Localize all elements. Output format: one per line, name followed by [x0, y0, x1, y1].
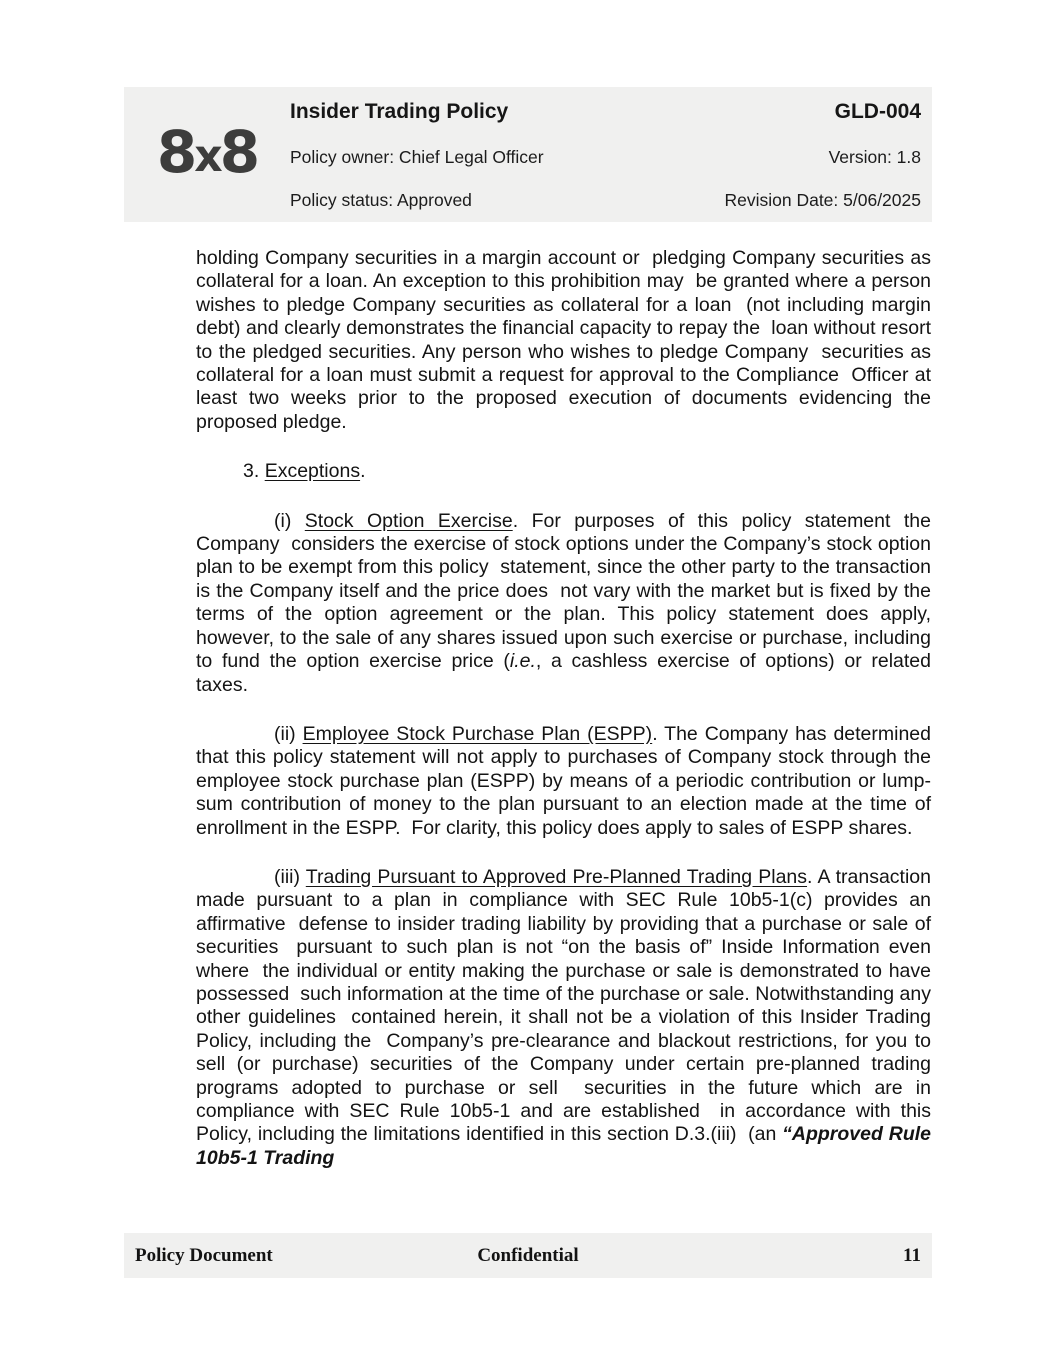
policy-owner: Policy owner: Chief Legal Officer — [290, 146, 544, 167]
text-segment: . The Company has determined that this policy statement will not apply to purchases of Company stock through the employee stock purchase plan (ESPP) by means of a periodic contribution or lump-sum contribution of money to the plan pursuant to an election made at the time of enrollment in the ESPP. For clarity, this policy does apply to sales of ESPP shares. — [196, 722, 937, 839]
logo-digit-right: 8 — [219, 118, 258, 186]
header-owner-row — [290, 147, 921, 167]
text-segment: . A transaction made pursuant to a plan in compliance with SEC Rule 10b5-1(c) provides an affirmative defense to insider trading liability by providing that a purchase or sale of securities pursuant to such plan is not “on the basis of” Inside Information even where the individual or entity making the purchase or sale is demonstrated to have possessed such information at the time of the purchase or sale. Notwithstanding any other guidelines contained herein, it shall not be a violation of this Insider Trading Policy, including the Company’s pre-clearance and blackout restrictions, for you to sell (or purchase) securities of the Company under certain pre-planned trading programs adopted to purchase or sell securities in the future which are in compliance with SEC Rule 10b5-1 and are established in accordance with this Policy, including the limitations identified in this section D.3.(iii) (an — [196, 865, 937, 1146]
text-segment-u: Trading Pursuant to Approved Pre-Planned Trading Plans — [305, 865, 808, 888]
text-segment-u: Exceptions — [264, 460, 361, 483]
logo-digit-left: 8 — [156, 118, 195, 186]
header-status-row — [290, 190, 921, 210]
company-logo-8x8 — [156, 118, 258, 186]
logo-x: x — [194, 131, 220, 182]
text-segment: 3. — [243, 460, 265, 483]
text-segment: (ii) — [274, 722, 303, 745]
paragraph-espp — [196, 722, 937, 840]
text-segment: . — [360, 460, 366, 483]
document-footer — [124, 1233, 932, 1278]
text-segment: . For purposes of this policy statement the Company considers the exercise of stock options under the Company’s stock option plan to be exempt from this policy statement, since the other party to the transaction is the Company itself and the price does not vary with the market but is fixed by the terms of the option agreement or the plan. This policy statement does apply, however, to the sale of any shares issued upon such exercise or purchase, including to fund the option exercise price ( — [196, 509, 937, 673]
text-segment-u: Stock Option Exercise — [304, 509, 513, 532]
footer-document-type: Policy Document — [135, 1244, 273, 1266]
paragraph-stock-option-exercise — [196, 509, 937, 697]
paragraph-pledging-continuation — [196, 247, 942, 434]
policy-status: Policy status: Approved — [290, 189, 472, 210]
document-body — [196, 247, 942, 1196]
text-segment-i: i.e. — [509, 650, 536, 673]
section-heading-exceptions — [196, 460, 931, 483]
document-version: Version: 1.8 — [828, 146, 921, 167]
logo-container — [124, 87, 290, 222]
header-title-row — [290, 100, 921, 124]
document-id: GLD-004 — [834, 99, 921, 123]
text-segment-u: Employee Stock Purchase Plan (ESPP) — [302, 722, 653, 745]
text-segment: (i) — [274, 509, 305, 532]
footer-page-number: 11 — [903, 1244, 921, 1266]
document-title: Insider Trading Policy — [290, 99, 509, 123]
footer-confidentiality-label: Confidential — [477, 1244, 579, 1266]
paragraph-preplanned-trading-plans — [196, 865, 937, 1170]
text-segment: (iii) — [274, 865, 306, 888]
text-segment: holding Company securities in a margin account or pledging Company securities as collateral for a loan. An exception to this prohibition may be granted where a person wishes to pledge Company securities as collateral for a loan (not including margin debt) and clearly demonstrates the financial capacity to repay the loan without resort to the pledged securities. Any person who wishes to pledge Company securities as collateral for a loan must submit a request for approval to the Compliance Officer at least two weeks prior to the proposed execution of documents evidencing the proposed pledge. — [196, 247, 942, 433]
document-header — [124, 87, 932, 222]
header-metadata — [290, 87, 932, 222]
revision-date: Revision Date: 5/06/2025 — [724, 189, 921, 210]
text-segment-bi: “Approved Rule 10b5-1 Trading — [196, 1123, 937, 1169]
text-segment: , a cashless exercise of options) or related taxes. — [196, 650, 937, 696]
